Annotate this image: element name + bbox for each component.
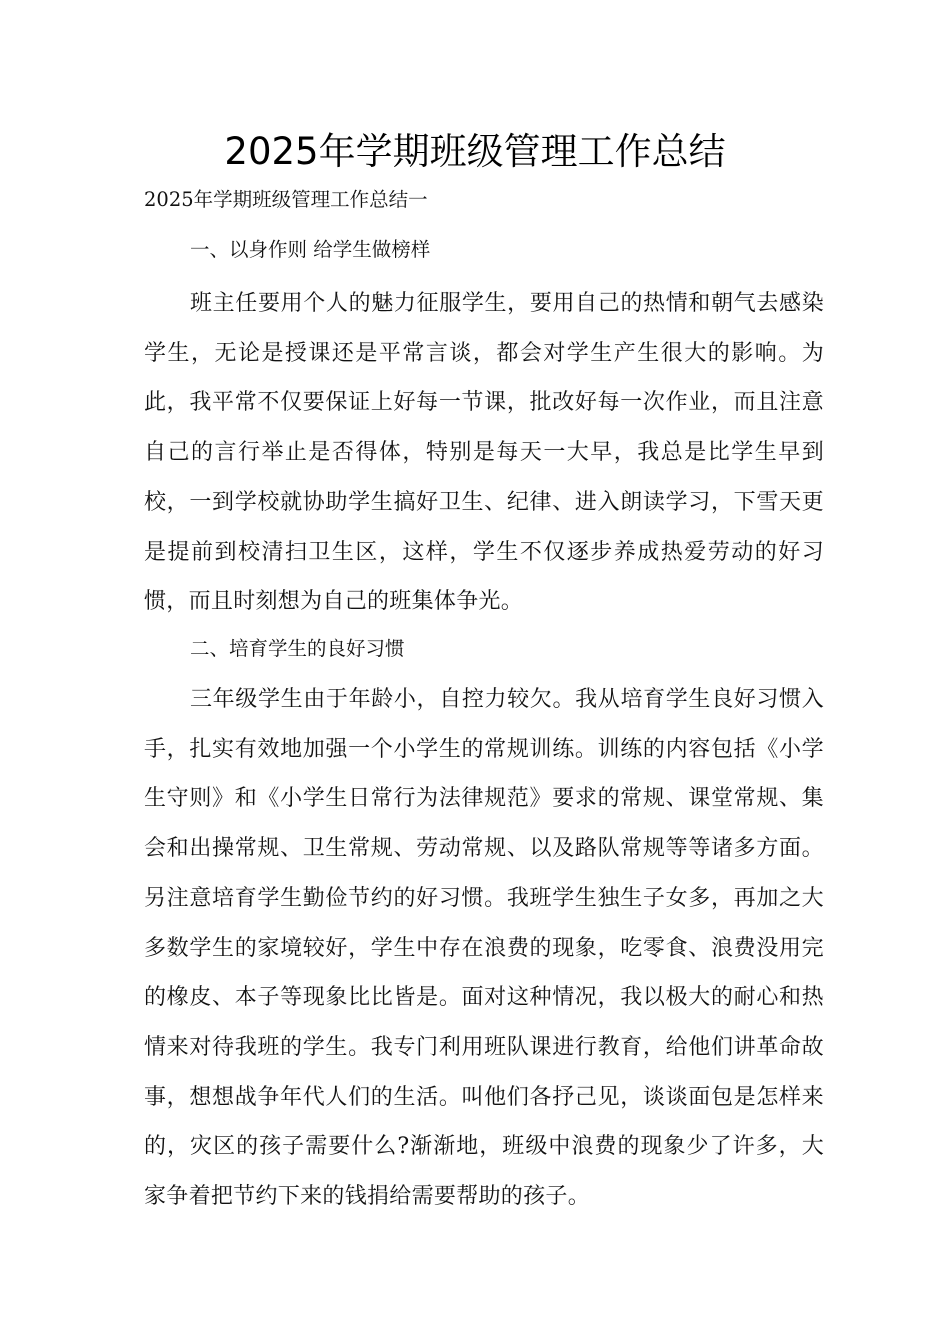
section-paragraph-1: 班主任要用个人的魅力征服学生，要用自己的热情和朝气去感染学生，无论是授课还是平常言谈，都会对学生产生很大的影响。为此，我平常不仅要保证上好每一节课，批改好每一次作业，而且注意自己的言行举止是否得体，特别是每天一大早，我总是比学生早到校，一到学校就协助学生搞好卫生、纪律、进入朗读学习，下雪天更是提前到校清扫卫生区，这样，学生不仅逐步养成热爱劳动的好习惯，而且时刻想为自己的班集体争光。 (144, 291, 824, 615)
section-heading-2: 二、培育学生的良好习惯 (190, 637, 405, 660)
section-heading-1: 一、以身作则 给学生做榜样 (190, 238, 431, 261)
section-paragraph-2: 三年级学生由于年龄小，自控力较欠。我从培育学生良好习惯入手，扎实有效地加强一个小学生的常规训练。训练的内容包括《小学生守则》和《小学生日常行为法律规范》要求的常规、课堂常规、集会和出操常规、卫生常规、劳动常规、以及路队常规等等诸多方面。另注意培育学生勤俭节约的好习惯。我班学生独生子女多，再加之大多数学生的家境较好，学生中存在浪费的现象，吃零食、浪费没用完的橡皮、本子等现象比比皆是。面对这种情况，我以极大的耐心和热情来对待我班的学生。我专门利用班队课进行教育，给他们讲革命故事，想想战争年代人们的生活。叫他们各抒己见，谈谈面包是怎样来的，灾区的孩子需要什么?渐渐地，班级中浪费的现象少了许多，大家争着把节约下来的钱捐给需要帮助的孩子。 (144, 687, 824, 1210)
document-subtitle: 2025年学期班级管理工作总结一 (144, 188, 428, 211)
document-title: 2025年学期班级管理工作总结 (224, 130, 726, 173)
